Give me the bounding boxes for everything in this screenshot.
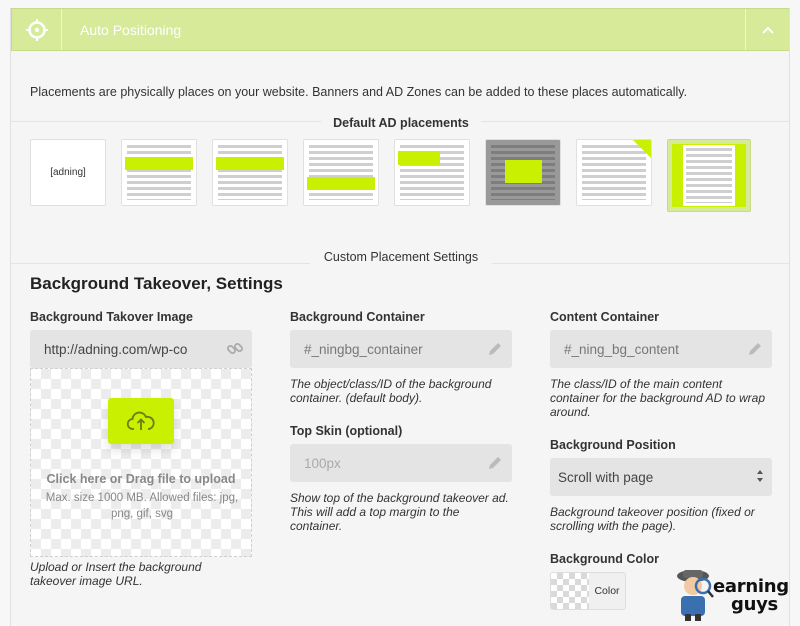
bg-position-help: Background takeover position (fixed or scrolling with the page).	[550, 505, 755, 533]
pencil-icon	[486, 340, 504, 358]
bg-image-label: Background Takover Image	[30, 310, 194, 324]
brand-word-earning: earning	[713, 576, 789, 597]
bg-container-help: The object/class/ID of the background container. (default body).	[290, 377, 492, 405]
chevron-up-icon	[761, 25, 775, 35]
file-upload-dropzone[interactable]	[30, 368, 252, 557]
upload-note: Max. size 1000 MB. Allowed files: jpg, png, gif, svg	[45, 492, 239, 520]
placement-text: [adning]	[50, 167, 86, 178]
content-container-input[interactable]	[550, 330, 772, 368]
panel-title: Auto Positioning	[80, 22, 182, 38]
brand-word-guys: guys	[731, 594, 778, 615]
placements-description: Placements are physically places on your website. Banners and AD Zones can be added to these places automatically.	[30, 85, 688, 99]
bg-container-column	[290, 310, 512, 533]
upload-button[interactable]	[108, 398, 174, 444]
top-skin-label: Top Skin (optional)	[290, 424, 403, 438]
content-container-help: The class/ID of the main content container for the background AD to wrap around.	[550, 377, 766, 419]
placement-below-content[interactable]	[303, 139, 379, 206]
bg-color-label: Background Color	[550, 552, 660, 566]
panel-header[interactable]	[11, 8, 790, 51]
detective-mascot-icon	[673, 566, 717, 622]
bg-image-column	[30, 310, 252, 368]
bg-image-url-input[interactable]	[30, 330, 252, 368]
collapse-button[interactable]	[745, 9, 790, 50]
pencil-icon	[746, 340, 764, 358]
ad-slot-marker	[307, 177, 375, 190]
color-picker-button[interactable]	[550, 572, 626, 610]
placement-options	[30, 139, 770, 219]
bg-container-value: #_ningbg_container	[304, 342, 423, 357]
transparent-swatch	[551, 573, 589, 610]
bg-image-help: Upload or Insert the background takeover image URL.	[30, 560, 202, 588]
default-placements-title: Default AD placements	[11, 116, 790, 130]
ad-slot-marker	[125, 157, 193, 170]
custom-placement-settings-title: Custom Placement Settings	[11, 250, 790, 264]
ad-slot-marker	[398, 151, 440, 165]
placement-corner-peel[interactable]	[576, 139, 652, 206]
bg-position-value: Scroll with page	[558, 470, 654, 485]
link-icon[interactable]	[226, 340, 244, 358]
select-arrows-icon	[756, 469, 764, 483]
upload-title: Click here or Drag file to upload	[46, 472, 236, 486]
top-skin-help: Show top of the background takeover ad. This will add a top margin to the container.	[290, 491, 509, 533]
crosshair-icon	[12, 9, 62, 50]
placement-inside-content-top[interactable]	[212, 139, 288, 206]
cloud-upload-icon	[126, 410, 156, 432]
pencil-icon	[486, 454, 504, 472]
placement-popup[interactable]	[485, 139, 561, 206]
color-button-label: Color	[589, 573, 625, 609]
top-skin-placeholder: 100px	[304, 456, 341, 471]
content-container-label: Content Container	[550, 310, 660, 324]
ad-slot-marker	[505, 160, 542, 183]
bg-container-input[interactable]	[290, 330, 512, 368]
bg-container-label: Background Container	[290, 310, 425, 324]
auto-positioning-panel	[10, 8, 790, 626]
ad-slot-marker	[216, 157, 284, 170]
content-container-value: #_ning_bg_content	[564, 342, 679, 357]
placement-above-content[interactable]	[121, 139, 197, 206]
corner-peel-marker	[633, 140, 651, 158]
top-skin-input[interactable]	[290, 444, 512, 482]
bg-position-label: Background Position	[550, 438, 676, 452]
settings-title: Background Takeover, Settings	[30, 274, 283, 293]
placement-background-takeover[interactable]	[667, 139, 751, 212]
placement-adning-shortcode[interactable]	[30, 139, 106, 206]
placement-left-float[interactable]	[394, 139, 470, 206]
earning-guys-logo	[673, 564, 790, 626]
bg-image-url-value: http://adning.com/wp-co	[44, 342, 188, 357]
bg-position-select[interactable]	[550, 458, 772, 496]
